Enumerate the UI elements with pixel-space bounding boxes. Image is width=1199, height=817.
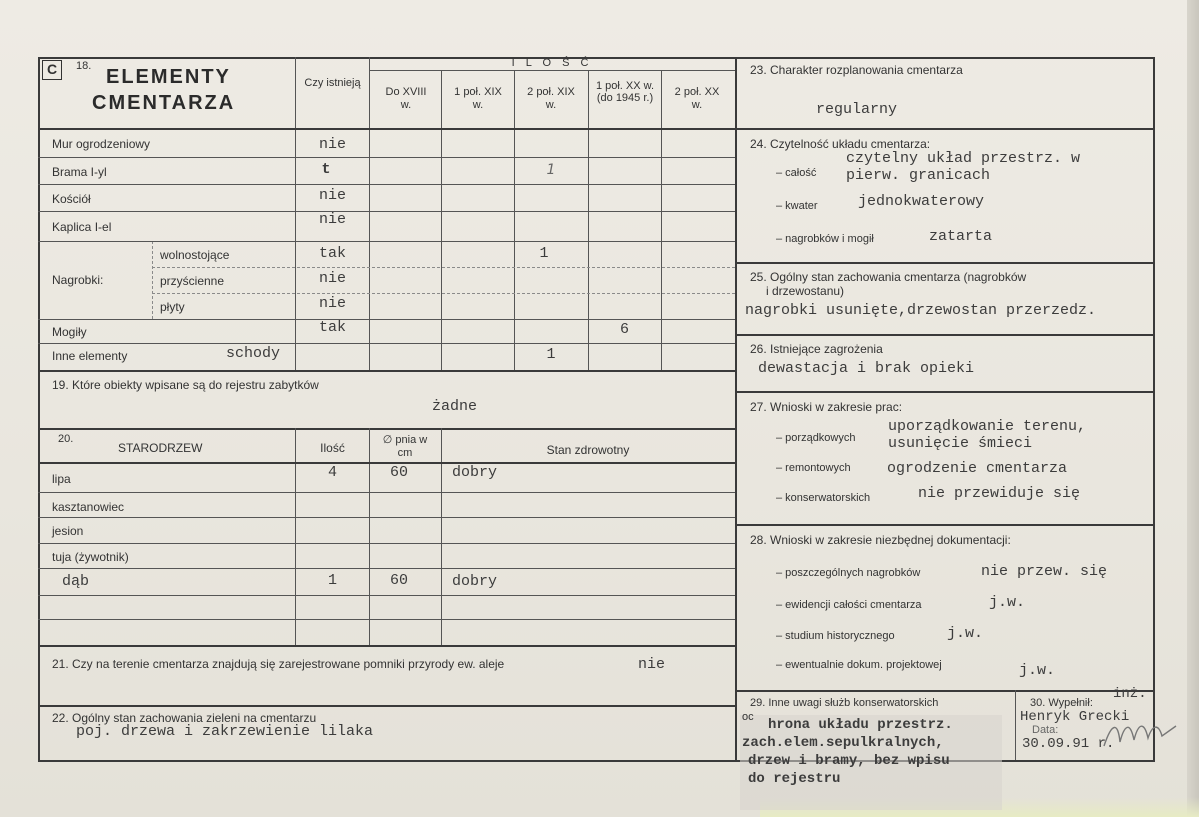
s20-row-line <box>38 517 735 518</box>
s27-label: 27. Wnioski w zakresie prac: <box>750 400 903 414</box>
s28-item-label: – ewentualnie dokum. projektowej <box>776 659 942 671</box>
s18-number: 18. <box>76 60 92 72</box>
s18-col-divider <box>514 70 515 370</box>
s18-exists-value: nie <box>318 295 346 312</box>
s22-label: 22. Ogólny stan zachowania zieleni na cmentarzu <box>52 711 317 725</box>
s28-bottom <box>735 690 1153 692</box>
s24-nagrobkow-label: – nagrobków i mogił <box>776 233 874 245</box>
s18-count-value: 1 <box>546 162 556 178</box>
s20-tree-name: dąb <box>62 573 90 590</box>
signature <box>1100 712 1180 757</box>
s27-rem-value: ogrodzenie cmentarza <box>887 460 1068 477</box>
s18-row-label: Kościół <box>52 192 91 206</box>
s23-label: 23. Charakter rozplanowania cmentarza <box>750 63 963 77</box>
s20-col-divider <box>295 428 296 645</box>
s27-porz-value-2: usunięcie śmieci <box>888 435 1033 452</box>
s27-kons-value: nie przewiduje się <box>918 485 1081 502</box>
s21-value: nie <box>638 656 666 673</box>
s18-row-line <box>38 241 735 242</box>
s28-item-label: – poszczególnych nagrobków <box>776 567 921 579</box>
s24-calosc-label: – całość <box>776 167 817 179</box>
s27-rem-label: – remontowych <box>776 462 851 474</box>
s29-line: hrona układu przestrz. <box>768 717 953 733</box>
s18-exists-value: nie <box>318 211 346 228</box>
s20-number: 20. <box>58 433 74 445</box>
s20-tree-diameter: 60 <box>389 464 408 481</box>
s24-bottom <box>735 262 1153 264</box>
s18-exists-value: nie <box>318 136 346 153</box>
s20-tree-health: dobry <box>452 464 498 481</box>
s30-date: 30.09.91 r. <box>1022 736 1115 752</box>
s29-prefix: oc <box>742 711 754 723</box>
s18-ilosc-line <box>369 70 735 71</box>
frame-left <box>38 57 40 761</box>
s20-tree-count: 1 <box>327 572 337 589</box>
s25-label-2: i drzewostanu) <box>766 284 845 298</box>
s18-row-line <box>152 267 735 268</box>
s18-ilosc-header: I L O Ś Ć <box>511 57 593 69</box>
s18-nagrobki-label: Nagrobki: <box>52 273 104 287</box>
s18-count-value: 6 <box>619 321 629 338</box>
s18-period-4: 1 poł. XX w. (do 1945 r.) <box>595 80 655 104</box>
s18-row-label: wolnostojące <box>160 248 230 262</box>
s18-col-exists: Czy istnieją <box>304 77 361 89</box>
s18-col-divider <box>369 57 370 370</box>
s29-label: 29. Inne uwagi służb konserwatorskich <box>750 697 939 709</box>
s20-tree-name: tuja (żywotnik) <box>52 550 129 564</box>
s20-tree-health: dobry <box>452 573 498 590</box>
section-letter: C <box>46 61 58 77</box>
s24-calosc-value-2: pierw. granicach <box>846 167 991 184</box>
s25-bottom <box>735 334 1153 336</box>
s22-value: poj. drzewa i zakrzewienie lilaka <box>76 723 374 740</box>
s18-period-5: 2 poł. XX w. <box>674 86 720 111</box>
s18-row-line <box>38 157 735 158</box>
s20-header-diameter: ∅ pnia w cm <box>382 434 428 459</box>
s30-date-label: Data: <box>1032 724 1059 736</box>
s18-exists-value: tak <box>318 319 346 336</box>
paper-edge <box>1187 0 1199 817</box>
s29-line: do rejestru <box>748 771 841 787</box>
s24-kwater-value: jednokwaterowy <box>858 193 985 210</box>
s29-s30-divider <box>1015 690 1016 760</box>
s20-tree-name: kasztanowiec <box>52 500 125 514</box>
s18-row-label: Kaplica I-el <box>52 220 112 234</box>
s20-header-name: STARODRZEW <box>118 441 203 455</box>
s23-bottom <box>735 128 1153 130</box>
s18-row-line <box>38 184 735 185</box>
s30-name: Henryk Grecki <box>1020 709 1130 725</box>
s24-kwater-label: – kwater <box>776 200 818 212</box>
s20-bottom <box>38 645 735 647</box>
s18-nagrobki-divider <box>152 241 153 319</box>
s18-row-extra: schody <box>226 345 281 362</box>
s20-tree-diameter: 60 <box>389 572 408 589</box>
s28-item-value: j.w. <box>1019 662 1056 679</box>
s18-row-label: przyścienne <box>160 274 225 288</box>
s18-period-1: Do XVIII w. <box>385 86 427 111</box>
s18-exists-value: nie <box>318 187 346 204</box>
s18-col-divider <box>441 70 442 370</box>
s18-title-line1: ELEMENTY <box>106 66 231 88</box>
s18-count-value: 1 <box>539 245 549 262</box>
s18-exists-value: nie <box>318 270 346 287</box>
s26-bottom <box>735 391 1153 393</box>
s18-period-2: 1 poł. XIX w. <box>454 86 502 111</box>
s20-row-line <box>38 492 735 493</box>
s18-row-label: płyty <box>160 300 185 314</box>
s20-col-divider <box>441 428 442 645</box>
frame-middle <box>735 57 737 761</box>
s20-row-line <box>38 543 735 544</box>
s18-col-divider <box>661 70 662 370</box>
s18-row-label: Brama I-yl <box>52 165 107 179</box>
s18-bottom <box>38 370 735 372</box>
frame-right <box>1153 57 1155 761</box>
s18-exists-value: tak <box>318 245 346 262</box>
s20-row-line <box>38 595 735 596</box>
s28-item-value: nie przew. się <box>981 563 1108 580</box>
s25-value: nagrobki usunięte,drzewostan przerzedz. <box>745 302 1097 319</box>
s28-label: 28. Wnioski w zakresie niezbędnej dokumentacji: <box>750 533 1011 547</box>
s18-period-3: 2 poł. XIX w. <box>527 86 575 111</box>
s21-bottom <box>38 705 735 707</box>
s18-row-line <box>38 319 735 320</box>
s21-label: 21. Czy na terenie cmentarza znajdują się zarejestrowane pomniki przyrody ew. aleje <box>52 657 505 671</box>
s27-porz-label: – porządkowych <box>776 432 856 444</box>
s20-header-count: Ilość <box>320 441 345 455</box>
s19-label: 19. Które obiekty wpisane są do rejestru zabytków <box>52 378 319 392</box>
s20-col-divider <box>369 428 370 645</box>
s18-row-line <box>38 343 735 344</box>
s18-row-label: Mogiły <box>52 325 87 339</box>
s20-tree-name: lipa <box>52 472 71 486</box>
s18-exists-value: t <box>321 161 331 178</box>
s18-count-value: 1 <box>546 346 556 363</box>
s18-title-line2: CMENTARZA <box>92 92 236 114</box>
s18-row-label: Inne elementy <box>52 349 128 363</box>
s27-kons-label: – konserwatorskich <box>776 492 871 504</box>
s27-porz-value-1: uporządkowanie terenu, <box>888 418 1087 435</box>
s18-row-label: Mur ogrodzeniowy <box>52 137 151 151</box>
s19-value: żadne <box>432 398 478 415</box>
s28-item-value: j.w. <box>989 594 1026 611</box>
s24-label: 24. Czytelność układu cmentarza: <box>750 137 931 151</box>
s24-calosc-value-1: czytelny układ przestrz. w <box>846 150 1081 167</box>
s20-row-line <box>38 568 735 569</box>
s30-label: 30. Wypełnił: <box>1030 697 1093 709</box>
s18-row-line <box>38 211 735 212</box>
s28-item-label: – ewidencji całości cmentarza <box>776 599 922 611</box>
s24-nagrobkow-value: zatarta <box>929 228 993 245</box>
s20-tree-name: jesion <box>52 524 84 538</box>
s23-value: regularny <box>816 101 898 118</box>
s20-row-line <box>38 619 735 620</box>
s28-item-label: – studium historycznego <box>776 630 895 642</box>
s18-row-line <box>152 293 735 294</box>
s25-label-1: 25. Ogólny stan zachowania cmentarza (nagrobków <box>750 270 1027 284</box>
s20-tree-count: 4 <box>327 464 337 481</box>
s26-value: dewastacja i brak opieki <box>758 360 975 377</box>
s20-header-health: Stan zdrowotny <box>546 443 630 457</box>
s29-line: zach.elem.sepulkralnych, <box>742 735 944 751</box>
s18-header-bottom <box>38 128 735 130</box>
s28-item-value: j.w. <box>947 625 984 642</box>
s30-title: inż. <box>1113 686 1147 702</box>
s29-line: drzew i bramy, bez wpisu <box>748 753 950 769</box>
s19-bottom <box>38 428 735 430</box>
s26-label: 26. Istniejące zagrożenia <box>750 342 883 356</box>
s27-bottom <box>735 524 1153 526</box>
